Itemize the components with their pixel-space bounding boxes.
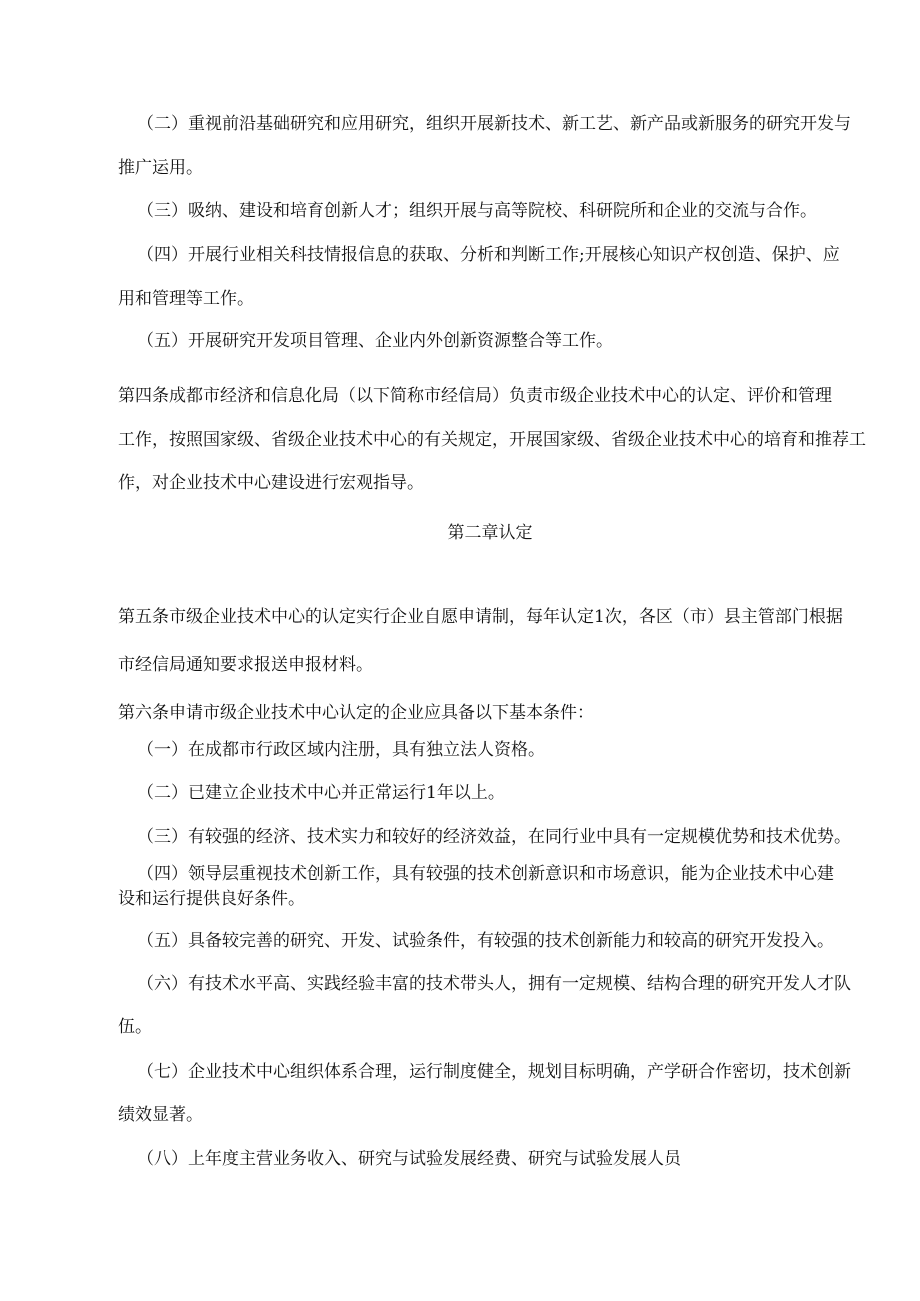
- paragraph-line: （三）有较强的经济、技术实力和较好的经济效益，在同行业中具有一定规模优势和技术优势。: [137, 827, 851, 847]
- paragraph-line: （一）在成都市行政区域内注册，具有独立法人资格。: [137, 740, 545, 760]
- paragraph-line: （五）开展研究开发项目管理、企业内外创新资源整合等工作。: [137, 331, 613, 351]
- paragraph-line: 用和管理等工作。: [118, 289, 254, 309]
- paragraph-line: （六）有技术水平高、实践经验丰富的技术带头人，拥有一定规模、结构合理的研究开发人才队: [137, 974, 851, 994]
- paragraph-line: （四）开展行业相关科技情报信息的获取、分析和判断工作;开展核心知识产权创造、保护、应: [137, 245, 840, 265]
- paragraph-line: 伍。: [118, 1017, 152, 1037]
- paragraph-line: （四）领导层重视技术创新工作，具有较强的技术创新意识和市场意识，能为企业技术中心建: [137, 864, 834, 884]
- paragraph-line: （五）具备较完善的研究、开发、试验条件，有较强的技术创新能力和较高的研究开发投入。: [137, 931, 834, 951]
- chapter-heading: 第二章认定: [447, 523, 533, 543]
- paragraph-line: 工作，按照国家级、省级企业技术中心的有关规定，开展国家级、省级企业技术中心的培育和推荐工: [118, 430, 866, 450]
- paragraph-line: 第五条市级企业技术中心的认定实行企业自愿申请制，每年认定1次，各区（市）县主管部门根据: [118, 607, 843, 627]
- paragraph-line: （三）吸纳、建设和培育创新人才；组织开展与高等院校、科研院所和企业的交流与合作。: [137, 201, 817, 221]
- paragraph-line: （八）上年度主营业务收入、研究与试验发展经费、研究与试验发展人员: [137, 1149, 681, 1169]
- paragraph-line: 作，对企业技术中心建设进行宏观指导。: [118, 473, 424, 493]
- paragraph-line: 设和运行提供良好条件。: [118, 889, 305, 909]
- paragraph-line: （二）重视前沿基础研究和应用研究，组织开展新技术、新工艺、新产品或新服务的研究开发与: [137, 114, 851, 134]
- paragraph-line: 第六条申请市级企业技术中心认定的企业应具备以下基本条件：: [118, 703, 594, 723]
- paragraph-line: 第四条成都市经济和信息化局（以下简称市经信局）负责市级企业技术中心的认定、评价和管理: [118, 386, 832, 406]
- paragraph-line: 推广运用。: [118, 158, 203, 178]
- paragraph-line: （七）企业技术中心组织体系合理，运行制度健全，规划目标明确，产学研合作密切，技术创新: [137, 1062, 851, 1082]
- paragraph-line: （二）已建立企业技术中心并正常运行1年以上。: [137, 783, 505, 803]
- paragraph-line: 绩效显著。: [118, 1105, 203, 1125]
- paragraph-line: 市经信局通知要求报送申报材料。: [118, 655, 373, 675]
